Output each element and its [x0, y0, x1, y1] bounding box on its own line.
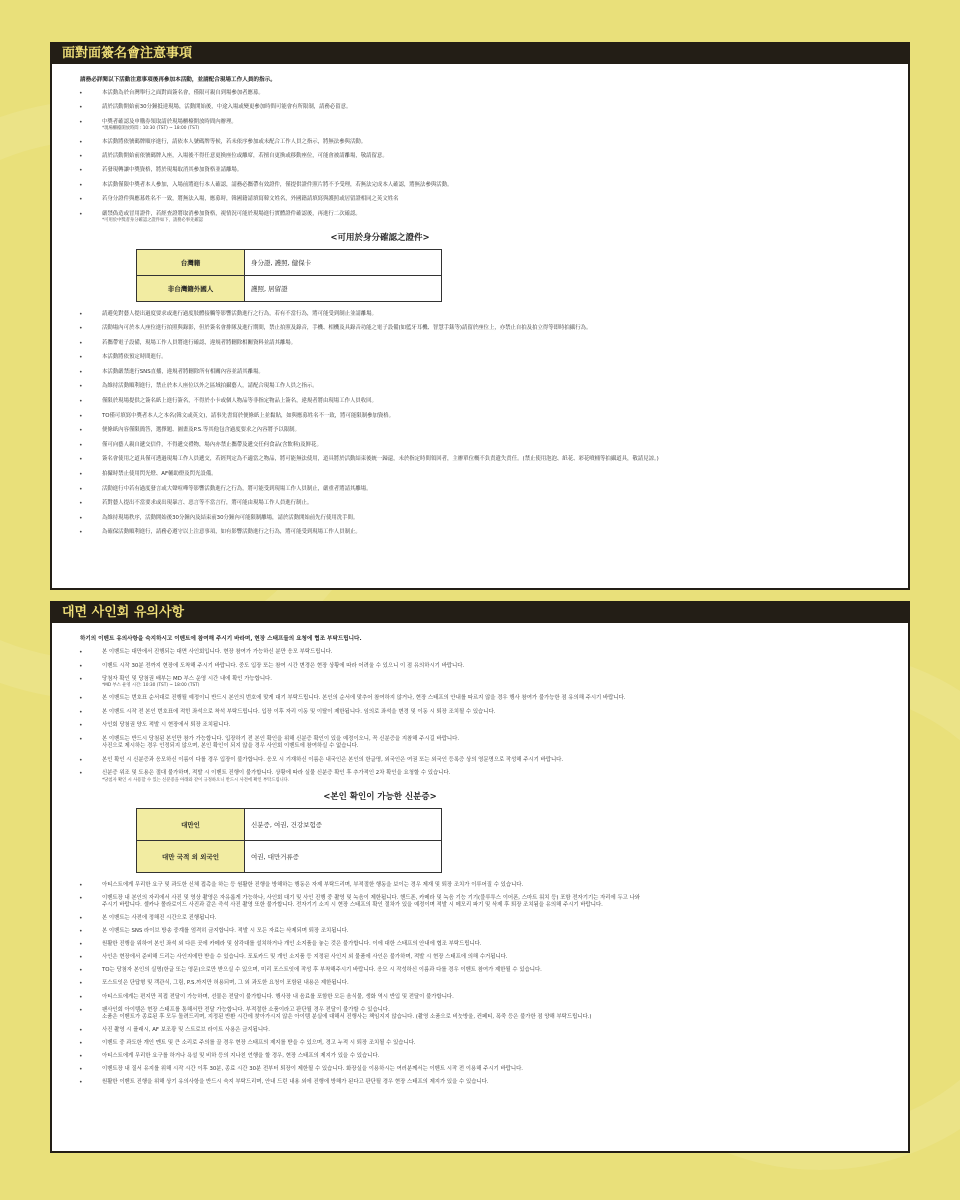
rule-text: 請於活動開始前依號碼牌入座，入場後不得任意更換座位或離席，若擅自更換或移動座位，可能會被請離場，敬請留意。: [102, 153, 388, 160]
rule-text: 포스트잇은 단답형 및 객관식, 그림, P.S.까지만 허용되며, 그 외 과도한 요청이 포함된 내용은 제한됩니다.: [102, 980, 349, 987]
rule-text: 請避免對藝人提出過度要求或進行過度肢體接觸等影響活動進行之行為，若有不當行為，將可能受到制止並請離場。: [102, 310, 377, 317]
rule-text: 본인 확인 시 신분증과 응모하신 이름이 다를 경우 입장이 불가합니다. 응모 시 기재하신 이름은 내국인은 본인의 한글명, 외국인은 여권 또는 외국인 등록증 상의 영문명으로 작성해 주시기 바랍니다.: [102, 756, 564, 763]
notice-panel-ko: [50, 601, 910, 1153]
rule-text-continued: 소품은 이벤트가 종료된 후 모두 돌려드리며, 지정된 반환 시간에 찾아가시지 않은 아이템 분실에 대해서 진행사는 책임지지 않습니다. (촬영 소품으로 비눗방울, 컨페티, 폭죽 등은 불가한 점 양해 부탁드립니다.): [102, 1013, 592, 1020]
rule-item: [78, 709, 882, 716]
rule-text: 若身分證件與應募姓名不一致，將無法入場，應募時，韓國籍請填寫韓文姓名，外國籍請填寫與護照或居留證相同之英文姓名: [102, 196, 399, 203]
rule-text: 사진 촬영 시 플래시, AF 보조광 및 스트로브 라이트 사용은 금지됩니다.: [102, 1026, 270, 1033]
rule-item: [78, 954, 882, 961]
rule-text: 本活動為於台灣舉行之面對面簽名會，僅限可親自到場參加者應募。: [102, 90, 264, 96]
rule-note: *당첨자 확인 시 사용할 수 있는 신분증을 아래와 같이 규정하오니 반드시 사전에 확인 부탁드립니다.: [102, 777, 290, 783]
rule-item: [78, 1053, 882, 1060]
rule-item: [78, 980, 882, 987]
rule-text-continued: 사진으로 제시하는 경우 인정되지 않으며, 본인 확인이 되지 않을 경우 사인회 이벤트에 참여하실 수 없습니다.: [102, 743, 359, 750]
rule-text: 便條紙內容僅限簡答，選擇題、圖畫及P.S.等其他包含過度要求之內容將予以限制。: [102, 427, 300, 434]
rule-list: [78, 90, 882, 223]
id-table-nationality: 台灣籍: [137, 249, 245, 275]
id-table-nationality: 대만 국적 외 외국인: [137, 840, 245, 872]
rule-item: [78, 967, 882, 974]
rule-item: [78, 757, 882, 764]
rule-item: [78, 153, 882, 160]
intro-text: 하기의 이벤트 유의사항을 숙지하시고 이벤트에 참여해 주시기 바라며, 현장 스태프들의 요청에 협조 부탁드립니다.: [80, 636, 362, 642]
rule-text: 僅可向藝人親自遞交信件，不得遞交禮物，場內亦禁止攜帶及遞交任何食品(含飲料)及鮮花。: [102, 441, 322, 448]
rule-text: 中獎者確認及申購券領取請於現場櫃檯開放時間內辦理。: [102, 118, 237, 125]
rule-item: [78, 736, 882, 750]
rule-text: 사인회 당첨권 양도 적발 시 현장에서 퇴장 조치됩니다.: [102, 722, 231, 729]
rule-text: 為維持現場秩序，活動開始後30分鐘內及結束前30分鐘內可能限制離場，請於活動開始前先行使用洗手間。: [102, 514, 359, 521]
rule-text: 活動進行中若有過度發言或大聲喧嘩等影響活動進行之行為，將可能受到現場工作人員制止，嚴重者將請其離場。: [102, 485, 372, 492]
rule-text: 신분증 위조 및 도용은 절대 불가하며, 적발 시 이벤트 진행이 불가합니다. 상황에 따라 실물 신분증 확인 후 추가적인 2차 확인을 요청할 수 있습니다.: [102, 770, 451, 777]
id-documents-table: [136, 808, 442, 873]
rule-item: [78, 1040, 882, 1047]
rule-text: 아티스트에게는 편지만 직접 전달이 가능하며, 선물은 전달이 불가합니다. 행사장 내 음료를 포함한 모든 음식물, 생화 역시 반입 및 전달이 불가합니다.: [102, 993, 454, 1000]
rule-text: 이벤트장 내 본인의 자리에서 사진 및 영상 촬영은 자유롭게 가능하나, 사인회 대기 및 사인 진행 중 촬영 및 녹음이 제한됩니다. 핸드폰, 카메라 및 녹음 기능 기기(블루투스 이어폰, 스마트 워치 등) 포함 전자기기는 자리에 두고 나와: [102, 894, 640, 901]
rule-item: [78, 340, 882, 347]
rule-text: 아티스트에게 무리한 요구 및 과도한 신체 접촉을 하는 등 원활한 진행을 방해하는 행동은 자제 부탁드리며, 부적절한 행동을 보이는 경우 제재 및 퇴장 조치가 이루어질 수 있습니다.: [102, 881, 524, 888]
rule-item: [78, 663, 882, 670]
rule-note: *現場櫃檯開放時間 : 10:30 (TST) ~ 18:00 (TST): [102, 125, 200, 131]
rule-text: 사인은 현장에서 준비해 드리는 사인지에만 받을 수 있습니다. 포토카드 및 개인 소지품 등 지정된 사인지 외 물품에 사인은 불가하며, 적발 시 현장 스태프에 의해 수거됩니다.: [102, 954, 508, 961]
rule-item: [78, 770, 882, 783]
rule-note: *可用於中獎者身分確認之證件如下，請務必事先確認: [102, 217, 203, 223]
rule-list: [78, 311, 882, 537]
rule-item: [78, 413, 882, 420]
rule-text: 본 이벤트는 대만에서 진행되는 대면 사인회입니다. 현장 참여가 가능하신 분만 응모 부탁드립니다.: [102, 649, 333, 655]
rule-item: [78, 90, 882, 97]
rule-item: [78, 515, 882, 522]
rule-item: [78, 167, 882, 174]
id-table-documents: 身分證, 護照, 健保卡: [245, 249, 442, 275]
rule-text: 僅限於現場提供之簽名紙上進行簽名，不得於小卡或個人物品等非指定物品上簽名，違規者將由現場工作人員收回。: [102, 398, 377, 405]
rule-text: 팬사인회 아이템은 현장 스태프를 통해서만 전달 가능합니다. 부적절한 소품이라고 판단될 경우 전달이 불가할 수 있습니다.: [102, 1006, 390, 1013]
rule-item: [78, 1007, 882, 1021]
rule-item: [78, 695, 882, 702]
rule-text: 為維持活動順利進行，禁止於本人座位以外之區域拍攝藝人，請配合現場工作人員之指示。: [102, 383, 318, 390]
panel-title: 대면 사인회 유의사항: [52, 603, 908, 623]
rule-text-continued: 주시기 바랍니다. 셀카나 폴라로이드 사진과 같은 즉석 사진 촬영 또한 불가합니다. 전자기기 소지 시 현장 스태프의 확인 절차가 있을 예정이며 적발 시 메모리 파기 및 삭제 후 퇴장 조치됨을 유의해 주시기 바랍니다.: [102, 901, 603, 908]
rule-text: TO僅可填寫中獎者本人之本名(韓文或英文)，請事先書寫於便條紙上並黏貼，如與應募姓名不一致，將可能限制參加資格。: [102, 412, 395, 419]
rule-item: [78, 676, 882, 689]
panel-title: 面對面簽名會注意事項: [52, 44, 908, 64]
rule-item: [78, 354, 882, 361]
rule-text: 이벤트 중 과도한 개인 멘트 및 큰 소리로 주의를 끌 경우 현장 스태프의 제지를 받을 수 있으며, 경고 누적 시 퇴장 조치될 수 있습니다.: [102, 1039, 416, 1046]
rule-item: [78, 941, 882, 948]
rule-item: [78, 529, 882, 536]
intro-text: 請務必詳閱以下活動注意事項後再參加本活動，並請配合現場工作人員的指示。: [80, 77, 276, 83]
rule-item: [78, 471, 882, 478]
rule-item: [78, 915, 882, 922]
rule-item: [78, 383, 882, 390]
rule-text: 嚴禁偽造或冒用證件，若經查證將取消參加資格，視情況可能於現場進行實體證件確認後，再進行二次確認。: [102, 210, 361, 217]
rule-item: [78, 139, 882, 146]
rule-item: [78, 1079, 882, 1086]
rule-item: [78, 182, 882, 189]
rule-item: [78, 994, 882, 1001]
rule-text: 為確保活動順利進行，請務必遵守以上注意事項，如有影響活動進行之行為，將可能受到現場工作人員制止。: [102, 529, 361, 536]
rule-text: 本活動嚴禁進行SNS直播，違規者將刪除所有相關內容並請其離場。: [102, 368, 264, 375]
rule-item: [78, 119, 882, 132]
rule-item: [78, 369, 882, 376]
rule-item: [78, 1066, 882, 1073]
rule-item: [78, 398, 882, 405]
rule-text: 簽名會使用之道具僅可透過現場工作人員遞交，若經判定為不適當之物品，將可能無法使用，道具將於活動結束後統一歸還，未於指定時間領回者，主辦單位概不負責遺失責任。(禁止使用泡泡、紙花、彩花噴桶等拍攝道具，敬請見諒。): [102, 456, 659, 463]
id-documents-title: <可用於身分確認之證件>: [330, 232, 430, 243]
rule-text: 본 이벤트는 번호표 순서대로 진행될 예정이니 반드시 본인의 번호에 맞게 대기 부탁드립니다. 본인의 순서에 맞추어 참여하지 않거나, 현장 스태프의 안내를 따르지 않을 경우 행사 참여가 불가능한 점 유의해 주시기 바랍니다.: [102, 695, 626, 702]
rule-item: [78, 649, 882, 656]
rule-text: 本活動將依號碼牌順序進行，請依本人號碼牌等候，若未依序參加或未配合工作人員之指示，將無法參與活動。: [102, 138, 367, 145]
rule-text: 若對藝人提出不當要求或出現暴言、惡言等不當言行，將可能由現場工作人員進行制止。: [102, 500, 313, 507]
id-table-documents: 護照, 居留證: [245, 275, 442, 301]
rule-item: [78, 456, 882, 463]
rule-item: [78, 311, 882, 318]
rule-text: TO는 당첨자 본인의 실명(한글 또는 영문)으로만 받으실 수 있으며, 미리 포스트잇에 작성 후 부착해주시기 바랍니다. 응모 시 작성하신 이름과 다를 경우 이벤트 참여가 제한될 수 있습니다.: [102, 967, 542, 974]
rule-text: 이벤트장 내 질서 유지를 위해 시작 시간 이후 30분, 종료 시간 30분 전부터 퇴장이 제한될 수 있습니다. 화장실을 이용하시는 여러분께서는 이벤트 시작 전 이용해 주시기 바랍니다.: [102, 1066, 524, 1073]
rule-item: [78, 442, 882, 449]
rule-item: [78, 1027, 882, 1034]
rule-text: 本活動將依預定時間進行。: [102, 354, 167, 361]
notice-panel-zh: [50, 42, 910, 590]
rule-text: 당첨자 확인 및 당첨권 배부는 MD 부스 운영 시간 내에 확인 가능합니다.: [102, 676, 272, 683]
rule-item: [78, 325, 882, 332]
rule-text: 본 이벤트는 SNS 라이브 방송 중계를 엄격히 금지합니다. 적발 시 모든 자료는 삭제되며 퇴장 조치됩니다.: [102, 928, 349, 935]
rule-text: 본 이벤트는 반드시 당첨된 본인만 참가 가능합니다. 입장하기 전 본인 확인을 위해 신분증 확인이 있을 예정이오니, 꼭 신분증을 지참해 주시길 바랍니다.: [102, 736, 460, 743]
rule-text: 이벤트 시작 30분 전까지 현장에 도착해 주시기 바랍니다. 중도 입장 또는 참여 시간 변경은 현장 상황에 따라 어려울 수 있으니 이 점 유의하시기 바랍니다.: [102, 662, 465, 669]
rule-item: [78, 895, 882, 909]
id-documents-title: <본인 확인이 가능한 신분증>: [323, 791, 437, 802]
rule-item: [78, 500, 882, 507]
rule-item: [78, 486, 882, 493]
rule-list: [78, 649, 882, 783]
id-table-nationality: 대만인: [137, 808, 245, 840]
id-table-row: [137, 275, 442, 301]
rule-text: 본 이벤트는 사전에 정해진 시간으로 진행됩니다.: [102, 914, 217, 921]
rule-item: [78, 427, 882, 434]
rule-text: 아티스트에게 무리한 요구를 하거나 욕설 및 비하 등의 지나친 언행을 할 경우, 현장 스태프의 제지가 있을 수 있습니다.: [102, 1053, 380, 1060]
id-table-nationality: 非台灣籍外國人: [137, 275, 245, 301]
rule-item: [78, 928, 882, 935]
rule-text: 若攜帶電子設備，現場工作人員將進行確認，違規者將刪除相關資料並請其離場。: [102, 339, 297, 346]
rule-item: [78, 104, 882, 111]
id-table-row: [137, 840, 442, 872]
rule-text: 拍攝時禁止使用閃光燈、AF輔助燈及閃光設備。: [102, 471, 217, 478]
rule-item: [78, 196, 882, 203]
rule-text: 本活動僅限中獎者本人參加，入場前將進行本人確認，請務必攜帶有效證件，僅提供證件照片將不予受理，若無法完成本人確認，將無法參與活動。: [102, 181, 453, 188]
rule-list: [78, 882, 882, 1087]
rule-text: 若發現轉讓中獎資格，將於現場取消其參加資格並請離場。: [102, 167, 243, 174]
rule-text: 원활한 진행을 위하여 본인 좌석 외 다른 곳에 카메라 및 삼각대를 설치하거나 개인 소지품을 놓는 것은 불가합니다. 이에 대한 스태프의 안내에 협조 부탁드립니다.: [102, 941, 482, 948]
rule-text: 活動場內可於本人座位進行拍照與錄影，但於簽名會排隊及進行期間，禁止拍照及錄音，手機、相機及具錄音功能之電子設備(如藍牙耳機、智慧手錶等)請留於座位上，亦禁止自拍及拍立得等即時拍攝行為。: [102, 325, 592, 332]
rule-item: [78, 722, 882, 729]
rule-note: *MD 부스 운영 시간: 10:30 (TST) ~ 18:00 (TST): [102, 683, 200, 689]
id-table-documents: 신분증, 여권, 건강보험증: [245, 808, 442, 840]
id-table-documents: 여권, 대만거류증: [245, 840, 442, 872]
id-table-row: [137, 249, 442, 275]
rule-text: 원활한 이벤트 진행을 위해 상기 유의사항을 반드시 숙지 부탁드리며, 안내 드린 내용 외에 진행에 방해가 된다고 판단될 경우 현장 스태프의 제지가 있을 수 있습니다.: [102, 1079, 489, 1086]
id-table-row: [137, 808, 442, 840]
rule-text: 본 이벤트 시작 전 본인 번호표에 적힌 좌석으로 착석 부탁드립니다. 입장 이후 자리 이동 및 이탈이 제한됩니다. 임의로 좌석을 변경 및 이동 시 퇴장 조치될 수 있습니다.: [102, 708, 496, 715]
rule-item: [78, 211, 882, 224]
rule-item: [78, 882, 882, 889]
rule-text: 請於活動開始前30分鐘抵達現場，活動開始後，中途入場或變更參加時間可能會有所限制，請務必留意。: [102, 104, 352, 111]
id-documents-table: [136, 249, 442, 302]
